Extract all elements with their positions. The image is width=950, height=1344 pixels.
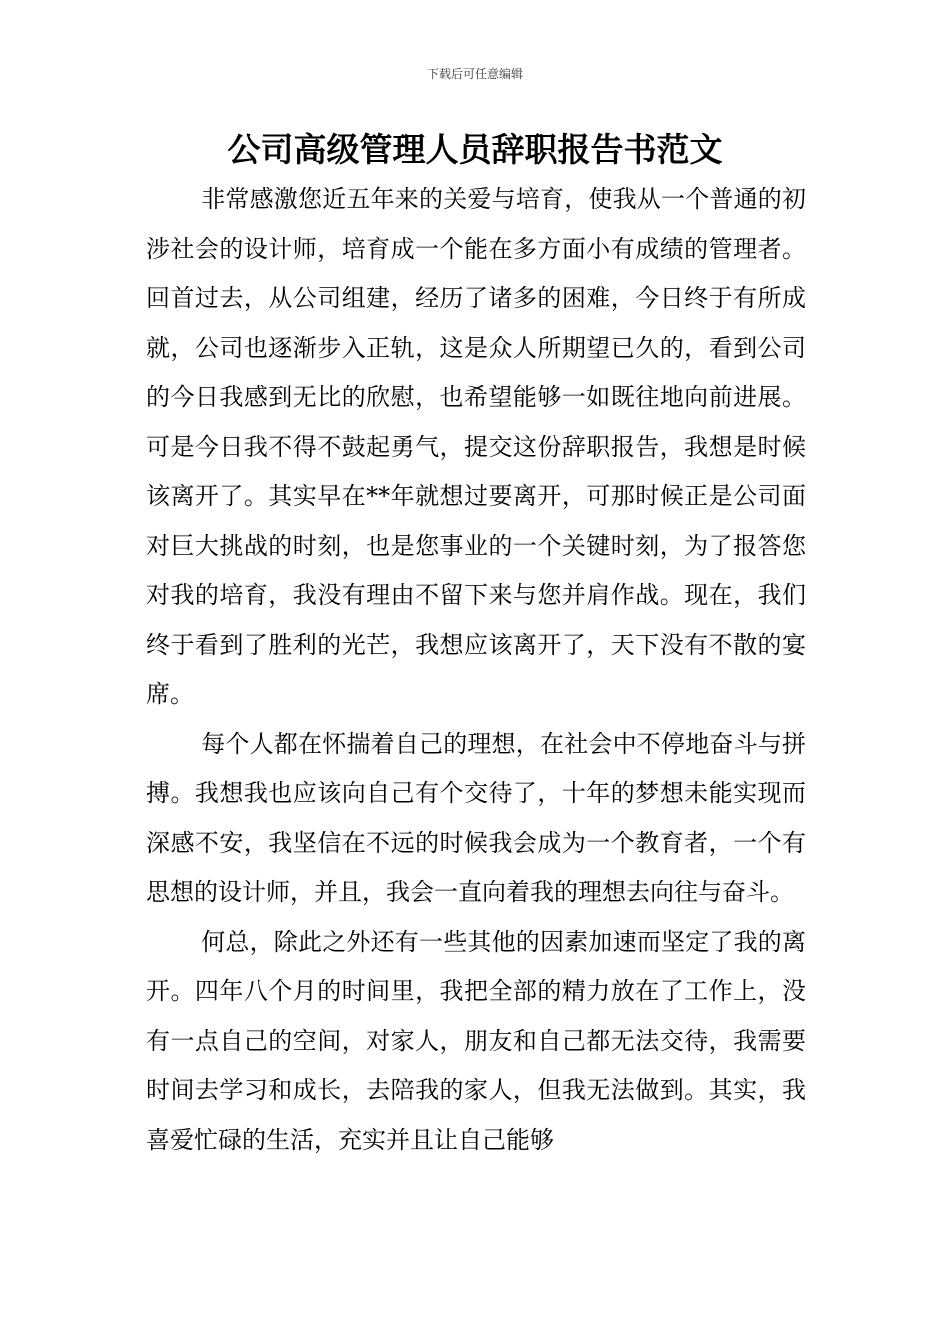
header-note: 下载后可任意编辑 bbox=[426, 67, 523, 81]
paragraph-3: 何总，除此之外还有一些其他的因素加速而坚定了我的离开。四年八个月的时间里，我把全部的精力放在了工作上，没有一点自己的空间，对家人，朋友和自己都无法交待，我需要时间去学习和成长，去陪我的家人，但我无法做到。其实，我喜爱忙碌的生活，充实并且让自己能够 bbox=[146, 927, 806, 1154]
paragraph-1: 非常感激您近五年来的关爱与培育，使我从一个普通的初涉社会的设计师，培育成一个能在多方面小有成绩的管理者。回首过去，从公司组建，经历了诸多的困难，今日终于有所成就，公司也逐渐步入正轨，这是众人所期望已久的，看到公司的今日我感到无比的欣慰，也希望能够一如既往地向前进展。 可是今日我不得不鼓起勇气，提交这份辞职报告，我想是时候该离开了。其实早在**年就想过要离开，可那时候正是公司面对巨大挑战的时刻，也是您事业的一个关键时刻，为了报答您对我的培育，我没有理由不留下来与您并肩作战。现在，我们终于看到了胜利的光芒，我想应该离开了，天下没有不散的宴席。 bbox=[146, 185, 806, 708]
document-body bbox=[146, 175, 806, 1165]
paragraph-2: 每个人都在怀揣着自己的理想，在社会中不停地奋斗与拼搏。我想我也应该向自己有个交待了，十年的梦想未能实现而深感不安，我坚信在不远的时候我会成为一个教育者，一个有思想的设计师，并且，我会一直向着我的理想去向往与奋斗。 bbox=[146, 729, 806, 906]
document-title: 公司高级管理人员辞职报告书范文 bbox=[227, 130, 723, 169]
